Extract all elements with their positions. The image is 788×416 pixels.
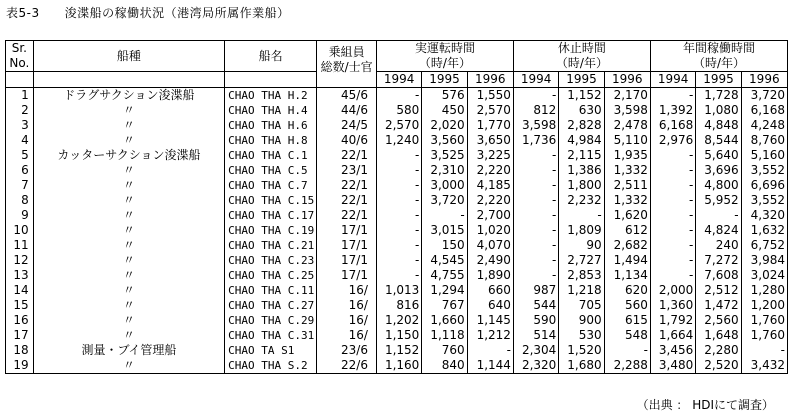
annual-hours-value: 3,552 — [741, 193, 787, 208]
header-crew: 乗組員 総数/士官 — [317, 41, 377, 88]
op-hours-value: 576 — [422, 88, 467, 104]
idle-hours-value: 620 — [604, 283, 650, 298]
ship-type: 〃 — [33, 223, 224, 238]
header-year: 1995 — [422, 72, 467, 88]
row-number: 16 — [6, 313, 34, 328]
op-hours-value: - — [376, 208, 421, 223]
op-hours-value: 640 — [467, 298, 513, 313]
idle-hours-value: 590 — [513, 313, 558, 328]
idle-hours-value: 2,478 — [604, 118, 650, 133]
op-hours-value: - — [376, 268, 421, 283]
idle-hours-value: 615 — [604, 313, 650, 328]
op-hours-value: 2,220 — [467, 163, 513, 178]
row-number: 19 — [6, 358, 34, 374]
op-hours-value: 1,150 — [376, 328, 421, 343]
table-row — [6, 88, 788, 104]
idle-hours-value: 4,984 — [559, 133, 604, 148]
annual-hours-value: - — [650, 163, 695, 178]
idle-hours-value: 544 — [513, 298, 558, 313]
op-hours-value: - — [376, 163, 421, 178]
ship-type: 〃 — [33, 238, 224, 253]
table-row — [6, 283, 788, 298]
crew-count: 22/1 — [317, 148, 377, 163]
op-hours-value: 2,020 — [422, 118, 467, 133]
table-row — [6, 223, 788, 238]
ship-type: 〃 — [33, 298, 224, 313]
op-hours-value: 3,650 — [467, 133, 513, 148]
idle-hours-value: 2,727 — [559, 253, 604, 268]
op-hours-value: - — [376, 238, 421, 253]
op-hours-value: 1,240 — [376, 133, 421, 148]
row-number: 7 — [6, 178, 34, 193]
annual-hours-value: 240 — [696, 238, 741, 253]
annual-hours-value: 1,392 — [650, 103, 695, 118]
idle-hours-value: 2,320 — [513, 358, 558, 374]
op-hours-value: 1,152 — [376, 343, 421, 358]
annual-hours-value: 1,472 — [696, 298, 741, 313]
ship-name: CHAO THA C.31 — [225, 328, 317, 343]
ship-name: CHAO THA C.23 — [225, 253, 317, 268]
annual-hours-value: 2,000 — [650, 283, 695, 298]
op-hours-value: - — [376, 223, 421, 238]
ship-name: CHAO THA C.29 — [225, 313, 317, 328]
annual-hours-value: 4,800 — [696, 178, 741, 193]
op-hours-value: 3,015 — [422, 223, 467, 238]
idle-hours-value: 1,809 — [559, 223, 604, 238]
idle-hours-value: 2,115 — [559, 148, 604, 163]
op-hours-value: 1,890 — [467, 268, 513, 283]
op-hours-value: 1,294 — [422, 283, 467, 298]
header-year: 1995 — [696, 72, 741, 88]
row-number: 13 — [6, 268, 34, 283]
annual-hours-value: 1,080 — [696, 103, 741, 118]
crew-count: 16/ — [317, 328, 377, 343]
row-number: 12 — [6, 253, 34, 268]
crew-count: 16/ — [317, 283, 377, 298]
ship-name: CHAO TA S1 — [225, 343, 317, 358]
idle-hours-value: 548 — [604, 328, 650, 343]
idle-hours-value: - — [604, 343, 650, 358]
annual-hours-value: - — [650, 268, 695, 283]
op-hours-value: 2,700 — [467, 208, 513, 223]
idle-hours-value: 90 — [559, 238, 604, 253]
annual-hours-value: 1,728 — [696, 88, 741, 104]
table-row — [6, 328, 788, 343]
ship-name: CHAO THA C.7 — [225, 178, 317, 193]
header-ship-name: 船名 — [225, 41, 317, 72]
op-hours-value: 1,013 — [376, 283, 421, 298]
op-hours-value: 4,185 — [467, 178, 513, 193]
header-operating-hours: 実運転時間 （時/年） — [376, 41, 513, 72]
idle-hours-value: 1,332 — [604, 193, 650, 208]
idle-hours-value: - — [513, 88, 558, 104]
op-hours-value: 1,550 — [467, 88, 513, 104]
idle-hours-value: - — [513, 208, 558, 223]
ship-name: CHAO THA C.25 — [225, 268, 317, 283]
annual-hours-value: 2,560 — [696, 313, 741, 328]
table-row — [6, 118, 788, 133]
ship-type: 〃 — [33, 328, 224, 343]
idle-hours-value: 514 — [513, 328, 558, 343]
ship-name: CHAO THA C.21 — [225, 238, 317, 253]
op-hours-value: 3,560 — [422, 133, 467, 148]
annual-hours-value: 3,480 — [650, 358, 695, 374]
header-no-blank — [6, 72, 34, 88]
idle-hours-value: 2,511 — [604, 178, 650, 193]
annual-hours-value: 3,984 — [741, 253, 787, 268]
op-hours-value: 660 — [467, 283, 513, 298]
ship-type: 〃 — [33, 268, 224, 283]
op-hours-value: - — [376, 88, 421, 104]
idle-hours-value: 1,134 — [604, 268, 650, 283]
ship-type: 〃 — [33, 253, 224, 268]
idle-hours-value: 2,232 — [559, 193, 604, 208]
crew-count: 22/1 — [317, 178, 377, 193]
ship-type: 〃 — [33, 193, 224, 208]
annual-hours-value: - — [650, 223, 695, 238]
idle-hours-value: - — [513, 193, 558, 208]
idle-hours-value: - — [513, 223, 558, 238]
idle-hours-value: 1,680 — [559, 358, 604, 374]
op-hours-value: 3,225 — [467, 148, 513, 163]
table-row — [6, 193, 788, 208]
crew-count: 45/6 — [317, 88, 377, 104]
annual-hours-value: 3,456 — [650, 343, 695, 358]
header-type-blank — [33, 72, 224, 88]
crew-count: 16/ — [317, 298, 377, 313]
annual-hours-value: 4,824 — [696, 223, 741, 238]
header-year: 1995 — [559, 72, 604, 88]
table-row — [6, 178, 788, 193]
ship-name: CHAO THA H.4 — [225, 103, 317, 118]
ship-name: CHAO THA H.2 — [225, 88, 317, 104]
annual-hours-value: 3,552 — [741, 163, 787, 178]
ship-type: ドラグサクション浚渫船 — [33, 88, 224, 104]
op-hours-value: 2,310 — [422, 163, 467, 178]
ship-name: CHAO THA C.27 — [225, 298, 317, 313]
table-row — [6, 103, 788, 118]
idle-hours-value: 1,620 — [604, 208, 650, 223]
header-name-blank — [225, 72, 317, 88]
annual-hours-value: - — [650, 238, 695, 253]
idle-hours-value: - — [559, 208, 604, 223]
idle-hours-value: - — [513, 253, 558, 268]
idle-hours-value: 3,598 — [513, 118, 558, 133]
crew-count: 23/1 — [317, 163, 377, 178]
idle-hours-value: 1,800 — [559, 178, 604, 193]
row-number: 3 — [6, 118, 34, 133]
crew-count: 17/1 — [317, 268, 377, 283]
ship-name: CHAO THA C.19 — [225, 223, 317, 238]
idle-hours-value: 2,304 — [513, 343, 558, 358]
annual-hours-value: 3,432 — [741, 358, 787, 374]
op-hours-value: 4,545 — [422, 253, 467, 268]
annual-hours-value: 1,632 — [741, 223, 787, 238]
annual-hours-value: 2,976 — [650, 133, 695, 148]
annual-hours-value: - — [650, 178, 695, 193]
annual-hours-value: 4,320 — [741, 208, 787, 223]
crew-count: 22/6 — [317, 358, 377, 374]
op-hours-value: 2,490 — [467, 253, 513, 268]
table-row — [6, 313, 788, 328]
header-year: 1996 — [604, 72, 650, 88]
header-ship-type: 船種 — [33, 41, 224, 72]
ship-type: 〃 — [33, 103, 224, 118]
annual-hours-value: 2,512 — [696, 283, 741, 298]
op-hours-value: 1,118 — [422, 328, 467, 343]
op-hours-value: 816 — [376, 298, 421, 313]
annual-hours-value: 7,608 — [696, 268, 741, 283]
idle-hours-value: - — [513, 148, 558, 163]
ship-type: 〃 — [33, 208, 224, 223]
annual-hours-value: - — [696, 208, 741, 223]
annual-hours-value: - — [650, 253, 695, 268]
header-year: 1996 — [741, 72, 787, 88]
idle-hours-value: 1,332 — [604, 163, 650, 178]
idle-hours-value: 1,152 — [559, 88, 604, 104]
ship-type: 〃 — [33, 313, 224, 328]
crew-count: 44/6 — [317, 103, 377, 118]
table-row — [6, 148, 788, 163]
annual-hours-value: 4,248 — [741, 118, 787, 133]
header-year: 1994 — [650, 72, 695, 88]
annual-hours-value: 1,664 — [650, 328, 695, 343]
op-hours-value: 4,755 — [422, 268, 467, 283]
idle-hours-value: 2,682 — [604, 238, 650, 253]
op-hours-value: 150 — [422, 238, 467, 253]
annual-hours-value: 5,640 — [696, 148, 741, 163]
row-number: 17 — [6, 328, 34, 343]
annual-hours-value: 5,160 — [741, 148, 787, 163]
annual-hours-value: 1,792 — [650, 313, 695, 328]
row-number: 9 — [6, 208, 34, 223]
idle-hours-value: 612 — [604, 223, 650, 238]
annual-hours-value: 4,848 — [696, 118, 741, 133]
annual-hours-value: 6,168 — [741, 103, 787, 118]
idle-hours-value: 2,853 — [559, 268, 604, 283]
table-row — [6, 133, 788, 148]
row-number: 4 — [6, 133, 34, 148]
table-row — [6, 208, 788, 223]
op-hours-value: 1,020 — [467, 223, 513, 238]
op-hours-value: - — [376, 253, 421, 268]
annual-hours-value: - — [650, 193, 695, 208]
op-hours-value: - — [422, 208, 467, 223]
annual-hours-value: 1,280 — [741, 283, 787, 298]
header-year: 1996 — [467, 72, 513, 88]
op-hours-value: 4,070 — [467, 238, 513, 253]
ship-type: 〃 — [33, 358, 224, 374]
annual-hours-value: 1,200 — [741, 298, 787, 313]
idle-hours-value: 812 — [513, 103, 558, 118]
header-idle-hours: 休止時間 （時/年） — [513, 41, 650, 72]
annual-hours-value: 5,952 — [696, 193, 741, 208]
table-row — [6, 343, 788, 358]
op-hours-value: - — [376, 193, 421, 208]
op-hours-value: - — [467, 343, 513, 358]
crew-count: 17/1 — [317, 223, 377, 238]
idle-hours-value: 1,386 — [559, 163, 604, 178]
annual-hours-value: - — [650, 208, 695, 223]
table-row — [6, 238, 788, 253]
ship-name: CHAO THA H.6 — [225, 118, 317, 133]
annual-hours-value: - — [650, 148, 695, 163]
row-number: 2 — [6, 103, 34, 118]
op-hours-value: 3,000 — [422, 178, 467, 193]
crew-count: 16/ — [317, 313, 377, 328]
crew-count: 23/6 — [317, 343, 377, 358]
header-year: 1994 — [376, 72, 421, 88]
row-number: 1 — [6, 88, 34, 104]
annual-hours-value: - — [650, 88, 695, 104]
table-row — [6, 298, 788, 313]
ship-type: 測量・ブイ管理船 — [33, 343, 224, 358]
idle-hours-value: 1,218 — [559, 283, 604, 298]
idle-hours-value: - — [513, 268, 558, 283]
ship-type: 〃 — [33, 283, 224, 298]
dredger-operation-table — [5, 40, 788, 374]
op-hours-value: 580 — [376, 103, 421, 118]
op-hours-value: 1,212 — [467, 328, 513, 343]
ship-name: CHAO THA C.5 — [225, 163, 317, 178]
crew-count: 22/1 — [317, 193, 377, 208]
annual-hours-value: 1,760 — [741, 328, 787, 343]
op-hours-value: 760 — [422, 343, 467, 358]
idle-hours-value: - — [513, 178, 558, 193]
op-hours-value: 1,144 — [467, 358, 513, 374]
ship-type: カッターサクション浚渫船 — [33, 148, 224, 163]
annual-hours-value: 6,696 — [741, 178, 787, 193]
annual-hours-value: 3,024 — [741, 268, 787, 283]
row-number: 18 — [6, 343, 34, 358]
op-hours-value: 2,570 — [376, 118, 421, 133]
ship-type: 〃 — [33, 178, 224, 193]
ship-name: CHAO THA C.11 — [225, 283, 317, 298]
row-number: 14 — [6, 283, 34, 298]
idle-hours-value: 530 — [559, 328, 604, 343]
table-row — [6, 358, 788, 374]
ship-name: CHAO THA C.1 — [225, 148, 317, 163]
op-hours-value: 2,570 — [467, 103, 513, 118]
idle-hours-value: 1,935 — [604, 148, 650, 163]
annual-hours-value: 1,360 — [650, 298, 695, 313]
op-hours-value: - — [376, 178, 421, 193]
source-note: （出典 ： HDIにて調査） — [636, 398, 774, 412]
table-title: 表5-3 浚渫船の稼働状況（港湾局所属作業船） — [6, 6, 290, 20]
annual-hours-value: 1,760 — [741, 313, 787, 328]
op-hours-value: 767 — [422, 298, 467, 313]
ship-name: CHAO THA C.17 — [225, 208, 317, 223]
ship-type: 〃 — [33, 133, 224, 148]
idle-hours-value: 2,288 — [604, 358, 650, 374]
row-number: 6 — [6, 163, 34, 178]
annual-hours-value: 2,520 — [696, 358, 741, 374]
annual-hours-value: 1,648 — [696, 328, 741, 343]
annual-hours-value: 3,720 — [741, 88, 787, 104]
idle-hours-value: 630 — [559, 103, 604, 118]
op-hours-value: 3,720 — [422, 193, 467, 208]
header-annual-hours: 年間稼働時間 （時/年） — [650, 41, 787, 72]
crew-count: 24/5 — [317, 118, 377, 133]
row-number: 10 — [6, 223, 34, 238]
op-hours-value: 1,770 — [467, 118, 513, 133]
idle-hours-value: 900 — [559, 313, 604, 328]
op-hours-value: 1,202 — [376, 313, 421, 328]
table-row — [6, 253, 788, 268]
annual-hours-value: - — [741, 343, 787, 358]
idle-hours-value: 560 — [604, 298, 650, 313]
ship-name: CHAO THA S.2 — [225, 358, 317, 374]
crew-count: 17/1 — [317, 253, 377, 268]
table-row — [6, 163, 788, 178]
row-number: 8 — [6, 193, 34, 208]
idle-hours-value: 5,110 — [604, 133, 650, 148]
idle-hours-value: 2,170 — [604, 88, 650, 104]
row-number: 15 — [6, 298, 34, 313]
ship-name: CHAO THA H.8 — [225, 133, 317, 148]
op-hours-value: 1,160 — [376, 358, 421, 374]
annual-hours-value: 6,168 — [650, 118, 695, 133]
idle-hours-value: - — [513, 238, 558, 253]
idle-hours-value: 1,520 — [559, 343, 604, 358]
op-hours-value: 450 — [422, 103, 467, 118]
header-year: 1994 — [513, 72, 558, 88]
idle-hours-value: 3,598 — [604, 103, 650, 118]
op-hours-value: 840 — [422, 358, 467, 374]
annual-hours-value: 2,280 — [696, 343, 741, 358]
op-hours-value: 1,145 — [467, 313, 513, 328]
annual-hours-value: 8,760 — [741, 133, 787, 148]
idle-hours-value: 2,828 — [559, 118, 604, 133]
op-hours-value: - — [376, 148, 421, 163]
row-number: 5 — [6, 148, 34, 163]
annual-hours-value: 7,272 — [696, 253, 741, 268]
idle-hours-value: 1,736 — [513, 133, 558, 148]
crew-count: 40/6 — [317, 133, 377, 148]
idle-hours-value: 705 — [559, 298, 604, 313]
crew-count: 22/1 — [317, 208, 377, 223]
ship-name: CHAO THA C.15 — [225, 193, 317, 208]
row-number: 11 — [6, 238, 34, 253]
op-hours-value: 1,660 — [422, 313, 467, 328]
op-hours-value: 3,525 — [422, 148, 467, 163]
ship-type: 〃 — [33, 163, 224, 178]
header-no: Sr. No. — [6, 41, 34, 72]
table-row — [6, 268, 788, 283]
idle-hours-value: - — [513, 163, 558, 178]
annual-hours-value: 8,544 — [696, 133, 741, 148]
annual-hours-value: 3,696 — [696, 163, 741, 178]
op-hours-value: 2,220 — [467, 193, 513, 208]
idle-hours-value: 1,494 — [604, 253, 650, 268]
annual-hours-value: 6,752 — [741, 238, 787, 253]
crew-count: 17/1 — [317, 238, 377, 253]
idle-hours-value: 987 — [513, 283, 558, 298]
ship-type: 〃 — [33, 118, 224, 133]
